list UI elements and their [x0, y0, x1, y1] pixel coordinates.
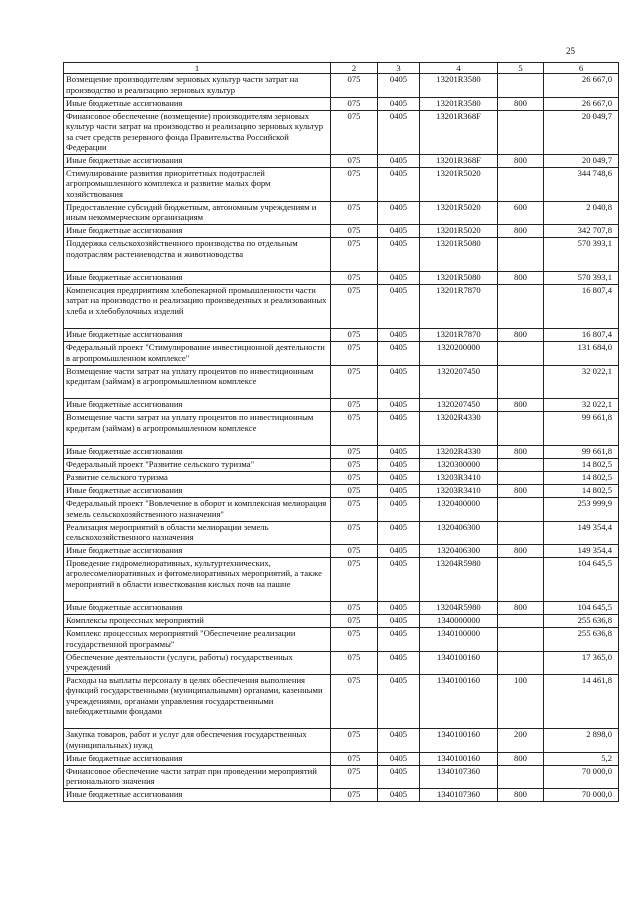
table-row — [64, 472, 619, 485]
amount-cell: 70 000,0 — [544, 789, 619, 802]
amount-cell: 2 898,0 — [544, 729, 619, 752]
target-article-cell: 13201R3580 — [420, 97, 498, 110]
table-row — [64, 412, 619, 446]
table-row — [64, 446, 619, 459]
expense-type-cell: 800 — [498, 789, 544, 802]
row-name-cell: Иные бюджетные ассигнования — [64, 544, 331, 557]
ministry-code-cell: 075 — [331, 557, 378, 601]
amount-cell: 2 040,8 — [544, 201, 619, 224]
amount-cell: 14 802,5 — [544, 485, 619, 498]
target-article-cell: 1320406300 — [420, 521, 498, 544]
section-code-cell: 0405 — [378, 271, 420, 284]
table-row — [64, 201, 619, 224]
target-article-cell: 13201R5080 — [420, 238, 498, 272]
ministry-code-cell: 075 — [331, 628, 378, 651]
target-article-cell: 13203R3410 — [420, 472, 498, 485]
ministry-code-cell: 075 — [331, 446, 378, 459]
target-article-cell: 13202R4330 — [420, 446, 498, 459]
table-row — [64, 615, 619, 628]
table-row — [64, 651, 619, 674]
row-name-cell: Иные бюджетные ассигнования — [64, 399, 331, 412]
table-row — [64, 521, 619, 544]
ministry-code-cell: 075 — [331, 459, 378, 472]
section-code-cell: 0405 — [378, 485, 420, 498]
ministry-code-cell: 075 — [331, 201, 378, 224]
ministry-code-cell: 075 — [331, 544, 378, 557]
row-name-cell: Реализация мероприятий в области мелиорации земель сельскохозяйственного назначения — [64, 521, 331, 544]
amount-cell: 5,2 — [544, 752, 619, 765]
row-name-cell: Стимулирование развития приоритетных подотраслей агропромышленного комплекса и развитие малых форм хозяйствования — [64, 167, 331, 201]
target-article-cell: 13201R7870 — [420, 329, 498, 342]
header-cell-6: 6 — [544, 63, 619, 74]
table-row — [64, 498, 619, 521]
row-name-cell: Иные бюджетные ассигнования — [64, 485, 331, 498]
table-row — [64, 557, 619, 601]
ministry-code-cell: 075 — [331, 110, 378, 154]
amount-cell: 26 667,0 — [544, 97, 619, 110]
target-article-cell: 1340100160 — [420, 752, 498, 765]
row-name-cell: Комплексы процессных мероприятий — [64, 615, 331, 628]
table-row — [64, 674, 619, 729]
expense-type-cell — [498, 521, 544, 544]
row-name-cell: Комплекс процессных мероприятий "Обеспечение реализации государственной программы" — [64, 628, 331, 651]
section-code-cell: 0405 — [378, 557, 420, 601]
ministry-code-cell: 075 — [331, 74, 378, 97]
table-row — [64, 789, 619, 802]
header-cell-1: 1 — [64, 63, 331, 74]
table-row — [64, 544, 619, 557]
ministry-code-cell: 075 — [331, 167, 378, 201]
ministry-code-cell: 075 — [331, 729, 378, 752]
target-article-cell: 1320207450 — [420, 399, 498, 412]
amount-cell: 149 354,4 — [544, 521, 619, 544]
expense-type-cell: 800 — [498, 544, 544, 557]
ministry-code-cell: 075 — [331, 651, 378, 674]
expense-type-cell: 800 — [498, 154, 544, 167]
expense-type-cell — [498, 238, 544, 272]
target-article-cell: 13201R7870 — [420, 284, 498, 328]
expense-type-cell: 800 — [498, 446, 544, 459]
section-code-cell: 0405 — [378, 602, 420, 615]
amount-cell: 131 684,0 — [544, 342, 619, 365]
table-row — [64, 154, 619, 167]
row-name-cell: Обеспечение деятельности (услуги, работы) государственных учреждений — [64, 651, 331, 674]
row-name-cell: Предоставление субсидий бюджетным, автономным учреждениям и иным некоммерческим организациям — [64, 201, 331, 224]
row-name-cell: Федеральный проект "Развитие сельского туризма" — [64, 459, 331, 472]
row-name-cell: Финансовое обеспечение (возмещение) производителям зерновых культур части затрат на производство и реализацию зерновых культур за счет средств резервного фонда Правительства Российской Федерации — [64, 110, 331, 154]
ministry-code-cell: 075 — [331, 329, 378, 342]
expense-type-cell — [498, 110, 544, 154]
amount-cell: 99 661,8 — [544, 412, 619, 446]
section-code-cell: 0405 — [378, 167, 420, 201]
amount-cell: 70 000,0 — [544, 765, 619, 788]
section-code-cell: 0405 — [378, 765, 420, 788]
ministry-code-cell: 075 — [331, 284, 378, 328]
target-article-cell: 13203R3410 — [420, 485, 498, 498]
expense-type-cell: 100 — [498, 674, 544, 729]
table-row — [64, 97, 619, 110]
expense-type-cell: 800 — [498, 97, 544, 110]
row-name-cell: Иные бюджетные ассигнования — [64, 446, 331, 459]
row-name-cell: Поддержка сельскохозяйственного производства по отдельным подотраслям растениеводства и животноводства — [64, 238, 331, 272]
row-name-cell: Финансовое обеспечение части затрат при проведении мероприятий регионального значения — [64, 765, 331, 788]
target-article-cell: 1340100000 — [420, 628, 498, 651]
amount-cell: 16 807,4 — [544, 329, 619, 342]
amount-cell: 342 707,8 — [544, 225, 619, 238]
ministry-code-cell: 075 — [331, 485, 378, 498]
section-code-cell: 0405 — [378, 225, 420, 238]
section-code-cell: 0405 — [378, 446, 420, 459]
amount-cell: 253 999,9 — [544, 498, 619, 521]
section-code-cell: 0405 — [378, 284, 420, 328]
amount-cell: 14 802,5 — [544, 459, 619, 472]
target-article-cell: 13202R4330 — [420, 412, 498, 446]
expense-type-cell: 800 — [498, 602, 544, 615]
ministry-code-cell: 075 — [331, 399, 378, 412]
table-row — [64, 167, 619, 201]
ministry-code-cell: 075 — [331, 498, 378, 521]
amount-cell: 20 049,7 — [544, 110, 619, 154]
target-article-cell: 1340100160 — [420, 651, 498, 674]
table-row — [64, 342, 619, 365]
section-code-cell: 0405 — [378, 342, 420, 365]
expense-type-cell: 800 — [498, 485, 544, 498]
table-row — [64, 459, 619, 472]
ministry-code-cell: 075 — [331, 602, 378, 615]
row-name-cell: Развитие сельского туризма — [64, 472, 331, 485]
amount-cell: 149 354,4 — [544, 544, 619, 557]
table-row — [64, 271, 619, 284]
row-name-cell: Иные бюджетные ассигнования — [64, 225, 331, 238]
amount-cell: 255 636,8 — [544, 615, 619, 628]
target-article-cell: 1320400000 — [420, 498, 498, 521]
row-name-cell: Расходы на выплаты персоналу в целях обеспечения выполнения функций государственными (муниципальными) органами, казенными учреждениями, органами управления государственными внебюджетными фондами — [64, 674, 331, 729]
table-row — [64, 365, 619, 399]
header-cell-5: 5 — [498, 63, 544, 74]
amount-cell: 344 748,6 — [544, 167, 619, 201]
section-code-cell: 0405 — [378, 789, 420, 802]
expense-type-cell — [498, 412, 544, 446]
target-article-cell: 13201R5020 — [420, 167, 498, 201]
section-code-cell: 0405 — [378, 412, 420, 446]
table-row — [64, 329, 619, 342]
amount-cell: 26 667,0 — [544, 74, 619, 97]
section-code-cell: 0405 — [378, 365, 420, 399]
table-row — [64, 729, 619, 752]
row-name-cell: Иные бюджетные ассигнования — [64, 789, 331, 802]
table-row — [64, 110, 619, 154]
section-code-cell: 0405 — [378, 544, 420, 557]
target-article-cell: 1340000000 — [420, 615, 498, 628]
amount-cell: 14 461,8 — [544, 674, 619, 729]
table-header-row — [64, 63, 619, 74]
expense-type-cell: 800 — [498, 752, 544, 765]
section-code-cell: 0405 — [378, 97, 420, 110]
amount-cell: 20 049,7 — [544, 154, 619, 167]
expense-type-cell: 600 — [498, 201, 544, 224]
ministry-code-cell: 075 — [331, 412, 378, 446]
section-code-cell: 0405 — [378, 459, 420, 472]
section-code-cell: 0405 — [378, 74, 420, 97]
budget-table — [63, 62, 619, 802]
section-code-cell: 0405 — [378, 201, 420, 224]
section-code-cell: 0405 — [378, 154, 420, 167]
target-article-cell: 1340107360 — [420, 765, 498, 788]
target-article-cell: 13201R5080 — [420, 271, 498, 284]
expense-type-cell — [498, 557, 544, 601]
target-article-cell: 1320200000 — [420, 342, 498, 365]
table-row — [64, 284, 619, 328]
expense-type-cell: 200 — [498, 729, 544, 752]
section-code-cell: 0405 — [378, 399, 420, 412]
table-row — [64, 399, 619, 412]
ministry-code-cell: 075 — [331, 238, 378, 272]
row-name-cell: Возмещение части затрат на уплату процентов по инвестиционным кредитам (займам) в агропромышленном комплексе — [64, 412, 331, 446]
ministry-code-cell: 075 — [331, 365, 378, 399]
expense-type-cell — [498, 74, 544, 97]
section-code-cell: 0405 — [378, 729, 420, 752]
expense-type-cell — [498, 472, 544, 485]
expense-type-cell — [498, 459, 544, 472]
expense-type-cell — [498, 342, 544, 365]
row-name-cell: Иные бюджетные ассигнования — [64, 154, 331, 167]
amount-cell: 570 393,1 — [544, 238, 619, 272]
section-code-cell: 0405 — [378, 651, 420, 674]
expense-type-cell — [498, 167, 544, 201]
expense-type-cell — [498, 765, 544, 788]
row-name-cell: Возмещение части затрат на уплату процентов по инвестиционным кредитам (займам) в агропромышленном комплексе — [64, 365, 331, 399]
page-number: 25 — [566, 46, 575, 56]
amount-cell: 14 802,5 — [544, 472, 619, 485]
expense-type-cell: 800 — [498, 225, 544, 238]
row-name-cell: Иные бюджетные ассигнования — [64, 97, 331, 110]
row-name-cell: Закупка товаров, работ и услуг для обеспечения государственных (муниципальных) нужд — [64, 729, 331, 752]
amount-cell: 99 661,8 — [544, 446, 619, 459]
target-article-cell: 1340100160 — [420, 674, 498, 729]
section-code-cell: 0405 — [378, 498, 420, 521]
row-name-cell: Проведение гидромелиоративных, культуртехнических, агролесомелиоративных и фитомелиоративных мероприятий, а также мероприятий в области известкования кислых почв на пашне — [64, 557, 331, 601]
ministry-code-cell: 075 — [331, 154, 378, 167]
target-article-cell: 1340107360 — [420, 789, 498, 802]
target-article-cell: 13201R3580 — [420, 74, 498, 97]
section-code-cell: 0405 — [378, 674, 420, 729]
ministry-code-cell: 075 — [331, 225, 378, 238]
section-code-cell: 0405 — [378, 329, 420, 342]
amount-cell: 104 645,5 — [544, 602, 619, 615]
table-row — [64, 765, 619, 788]
ministry-code-cell: 075 — [331, 271, 378, 284]
target-article-cell: 13201R5020 — [420, 225, 498, 238]
row-name-cell: Компенсация предприятиям хлебопекарной промышленности части затрат на производство и реализацию произведенных и реализованных хлеба и хлебобулочных изделий — [64, 284, 331, 328]
target-article-cell: 1320406300 — [420, 544, 498, 557]
ministry-code-cell: 075 — [331, 674, 378, 729]
expense-type-cell — [498, 615, 544, 628]
target-article-cell: 1320300000 — [420, 459, 498, 472]
amount-cell: 32 022,1 — [544, 365, 619, 399]
ministry-code-cell: 075 — [331, 342, 378, 365]
section-code-cell: 0405 — [378, 110, 420, 154]
expense-type-cell — [498, 651, 544, 674]
row-name-cell: Иные бюджетные ассигнования — [64, 329, 331, 342]
expense-type-cell — [498, 365, 544, 399]
section-code-cell: 0405 — [378, 628, 420, 651]
row-name-cell: Федеральный проект "Вовлечение в оборот и комплексная мелиорация земель сельскохозяйственного назначения" — [64, 498, 331, 521]
table-row — [64, 752, 619, 765]
ministry-code-cell: 075 — [331, 615, 378, 628]
expense-type-cell — [498, 498, 544, 521]
amount-cell: 16 807,4 — [544, 284, 619, 328]
section-code-cell: 0405 — [378, 472, 420, 485]
section-code-cell: 0405 — [378, 238, 420, 272]
amount-cell: 17 365,0 — [544, 651, 619, 674]
expense-type-cell: 800 — [498, 271, 544, 284]
expense-type-cell — [498, 284, 544, 328]
row-name-cell: Иные бюджетные ассигнования — [64, 271, 331, 284]
row-name-cell: Иные бюджетные ассигнования — [64, 752, 331, 765]
ministry-code-cell: 075 — [331, 752, 378, 765]
expense-type-cell: 800 — [498, 329, 544, 342]
target-article-cell: 13204R5980 — [420, 602, 498, 615]
ministry-code-cell: 075 — [331, 765, 378, 788]
section-code-cell: 0405 — [378, 752, 420, 765]
table-row — [64, 628, 619, 651]
amount-cell: 570 393,1 — [544, 271, 619, 284]
table-row — [64, 74, 619, 97]
target-article-cell: 1340100160 — [420, 729, 498, 752]
row-name-cell: Федеральный проект "Стимулирование инвестиционной деятельности в агропромышленном комплексе" — [64, 342, 331, 365]
header-cell-3: 3 — [378, 63, 420, 74]
ministry-code-cell: 075 — [331, 472, 378, 485]
amount-cell: 104 645,5 — [544, 557, 619, 601]
ministry-code-cell: 075 — [331, 97, 378, 110]
ministry-code-cell: 075 — [331, 521, 378, 544]
target-article-cell: 13204R5980 — [420, 557, 498, 601]
table-row — [64, 225, 619, 238]
row-name-cell: Возмещение производителям зерновых культур части затрат на производство и реализацию зерновых культур — [64, 74, 331, 97]
table-row — [64, 238, 619, 272]
target-article-cell: 13201R368F — [420, 110, 498, 154]
table-row — [64, 602, 619, 615]
table-row — [64, 485, 619, 498]
header-cell-2: 2 — [331, 63, 378, 74]
target-article-cell: 13201R5020 — [420, 201, 498, 224]
header-cell-4: 4 — [420, 63, 498, 74]
ministry-code-cell: 075 — [331, 789, 378, 802]
expense-type-cell — [498, 628, 544, 651]
expense-type-cell: 800 — [498, 399, 544, 412]
amount-cell: 32 022,1 — [544, 399, 619, 412]
target-article-cell: 1320207450 — [420, 365, 498, 399]
row-name-cell: Иные бюджетные ассигнования — [64, 602, 331, 615]
target-article-cell: 13201R368F — [420, 154, 498, 167]
amount-cell: 255 636,8 — [544, 628, 619, 651]
section-code-cell: 0405 — [378, 615, 420, 628]
section-code-cell: 0405 — [378, 521, 420, 544]
